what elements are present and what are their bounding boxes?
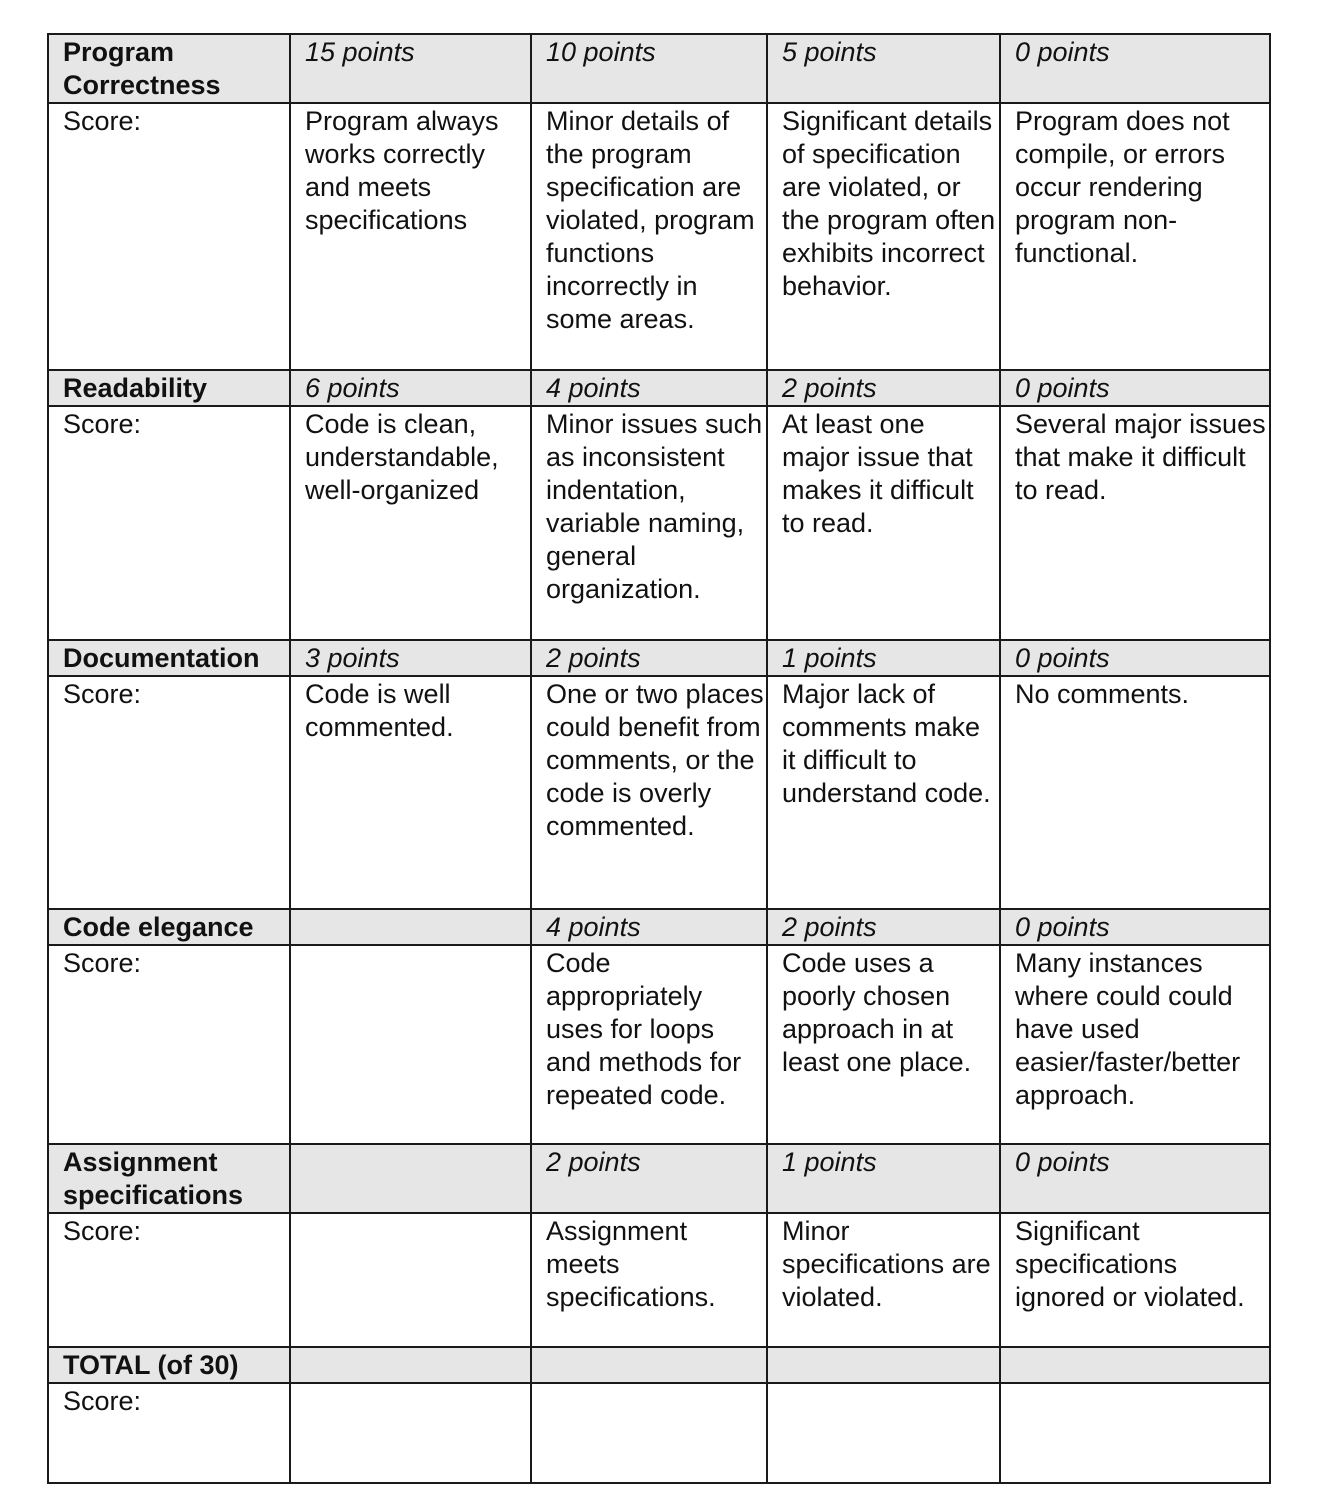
points-cell: 2 points	[767, 909, 1000, 945]
criteria-description: Major lack of comments make it difficult to understand code.	[767, 676, 1000, 909]
rubric-body-row-program-correctness	[48, 103, 1270, 370]
points-cell	[1000, 1347, 1270, 1383]
points-cell: 2 points	[531, 1144, 767, 1213]
points-cell: 0 points	[1000, 1144, 1270, 1213]
criteria-description: One or two places could benefit from comments, or the code is overly commented.	[531, 676, 767, 909]
criteria-description: Minor details of the program specification are violated, program functions incorrectly in some areas.	[531, 103, 767, 370]
criteria-description: Significant details of specification are violated, or the program often exhibits incorrect behavior.	[767, 103, 1000, 370]
rubric-body-row-readability	[48, 406, 1270, 640]
rubric-header-row-readability	[48, 370, 1270, 406]
criteria-description: At least one major issue that makes it difficult to read.	[767, 406, 1000, 640]
points-cell	[290, 1347, 531, 1383]
points-cell: 15 points	[290, 34, 531, 103]
score-label: Score:	[48, 103, 290, 370]
points-cell: 5 points	[767, 34, 1000, 103]
points-cell: 2 points	[767, 370, 1000, 406]
rubric-body-row-code-elegance	[48, 945, 1270, 1144]
criteria-description: Assignment meets specifications.	[531, 1213, 767, 1347]
criteria-description	[290, 1213, 531, 1347]
points-cell: 0 points	[1000, 34, 1270, 103]
points-cell	[531, 1347, 767, 1383]
criteria-description: Program always works correctly and meets specifications	[290, 103, 531, 370]
category-label: TOTAL (of 30)	[48, 1347, 290, 1383]
criteria-description: No comments.	[1000, 676, 1270, 909]
grading-rubric-table	[47, 33, 1271, 1484]
criteria-description: Code is clean, understandable, well-organized	[290, 406, 531, 640]
points-cell: 0 points	[1000, 370, 1270, 406]
points-cell: 1 points	[767, 640, 1000, 676]
points-cell: 3 points	[290, 640, 531, 676]
criteria-description	[290, 945, 531, 1144]
points-cell: 0 points	[1000, 640, 1270, 676]
criteria-description: Significant specifications ignored or violated.	[1000, 1213, 1270, 1347]
criteria-description: Many instances where could could have used easier/faster/better approach.	[1000, 945, 1270, 1144]
points-cell: 1 points	[767, 1144, 1000, 1213]
criteria-description: Code is well commented.	[290, 676, 531, 909]
points-cell: 10 points	[531, 34, 767, 103]
category-label: Documentation	[48, 640, 290, 676]
rubric-header-row-code-elegance	[48, 909, 1270, 945]
score-label: Score:	[48, 1213, 290, 1347]
points-cell	[290, 909, 531, 945]
points-cell	[290, 1144, 531, 1213]
score-entry-cell	[767, 1383, 1000, 1483]
category-label: Readability	[48, 370, 290, 406]
rubric-header-row-program-correctness	[48, 34, 1270, 103]
points-cell: 4 points	[531, 370, 767, 406]
score-label: Score:	[48, 1383, 290, 1483]
score-entry-cell	[531, 1383, 767, 1483]
criteria-description: Code appropriately uses for loops and methods for repeated code.	[531, 945, 767, 1144]
criteria-description: Code uses a poorly chosen approach in at least one place.	[767, 945, 1000, 1144]
category-label: Program Correctness	[48, 34, 290, 103]
points-cell: 4 points	[531, 909, 767, 945]
score-entry-cell	[1000, 1383, 1270, 1483]
score-label: Score:	[48, 676, 290, 909]
rubric-body-row-total	[48, 1383, 1270, 1483]
points-cell: 2 points	[531, 640, 767, 676]
rubric-header-row-assignment-specifications	[48, 1144, 1270, 1213]
rubric-header-row-total	[48, 1347, 1270, 1383]
score-entry-cell	[290, 1383, 531, 1483]
criteria-description: Program does not compile, or errors occur rendering program non-functional.	[1000, 103, 1270, 370]
category-label: Code elegance	[48, 909, 290, 945]
score-label: Score:	[48, 406, 290, 640]
rubric-header-row-documentation	[48, 640, 1270, 676]
rubric-body-row-assignment-specifications	[48, 1213, 1270, 1347]
criteria-description: Minor issues such as inconsistent indentation, variable naming, general organization.	[531, 406, 767, 640]
category-label: Assignment specifications	[48, 1144, 290, 1213]
criteria-description: Minor specifications are violated.	[767, 1213, 1000, 1347]
score-label: Score:	[48, 945, 290, 1144]
criteria-description: Several major issues that make it difficult to read.	[1000, 406, 1270, 640]
points-cell: 0 points	[1000, 909, 1270, 945]
points-cell: 6 points	[290, 370, 531, 406]
rubric-body-row-documentation	[48, 676, 1270, 909]
points-cell	[767, 1347, 1000, 1383]
